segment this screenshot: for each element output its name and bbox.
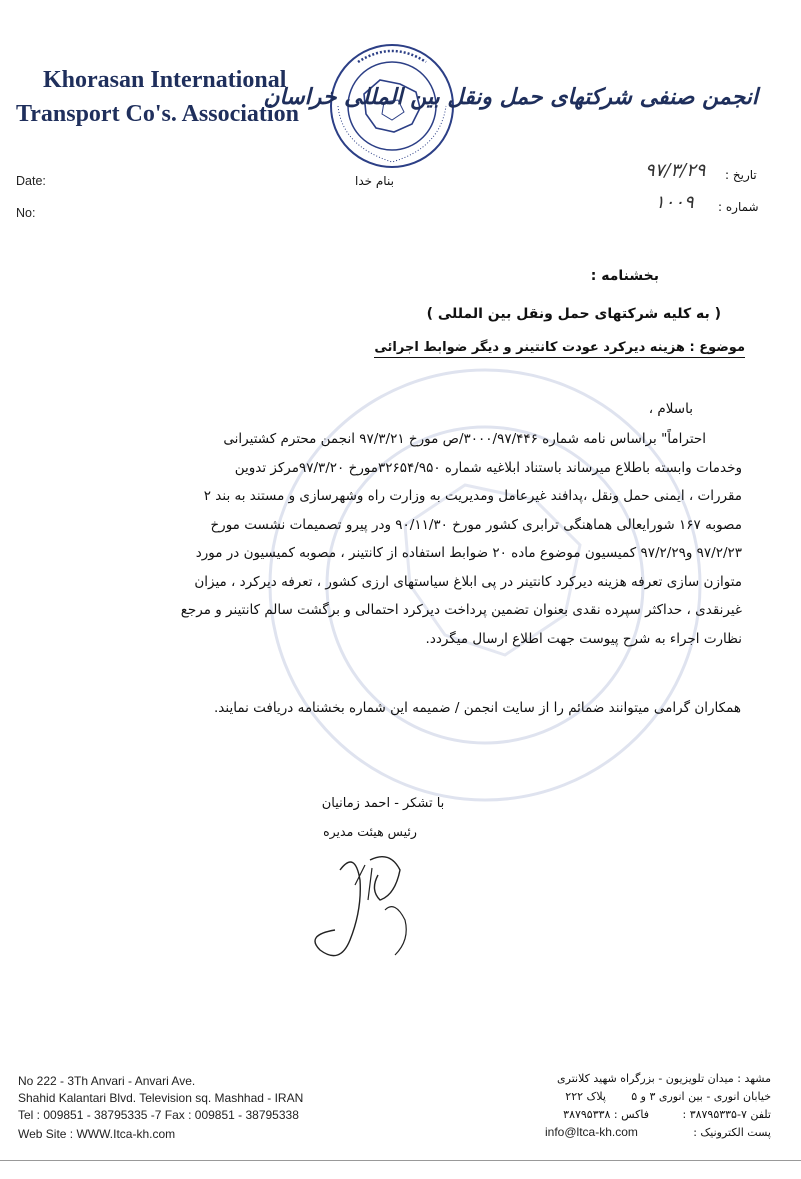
body-line: وخدمات وابسته باطلاع میرساند باستناد ابلاغیه شماره ۳۲۶۵۴/۹۵۰مورخ ۹۷/۳/۲۰مرکز تدوین [234, 459, 742, 476]
footer-fa-address2: خیابان انوری - بین انوری ۳ و ۵ [631, 1090, 771, 1103]
closing-line: همکاران گرامی میتوانند ضمائم را از سایت انجمن / ضمیمه این شماره بخشنامه دریافت نمایند. [214, 700, 741, 716]
greeting: باسلام ، [648, 401, 693, 417]
handwritten-signature [300, 840, 440, 970]
subject-line: موضوع : هزینه دیرکرد عودت کانتینر و دیگر ضوابط اجرائی [374, 340, 745, 358]
body-line: مصوبه ۱۶۷ شورایعالی هماهنگی ترابری کشور مورخ ۹۰/۱۱/۳۰ ودر پیرو تصمیمات نشست مورخ [210, 516, 742, 533]
date-label-en: Date: [16, 174, 46, 188]
signoff-line: با تشکر - احمد زمانیان [321, 796, 445, 811]
footer-email: info@ltca-kh.com [545, 1125, 638, 1139]
footer-fa-plate: پلاک ۲۲۲ [565, 1090, 606, 1103]
body-line: احتراماً" براساس نامه شماره ۳۰۰۰/۹۷/۴۴۶/ص مورخ ۹۷/۳/۲۱ انجمن محترم کشتیرانی [223, 431, 706, 447]
body-line: مقررات ، ایمنی حمل ونقل ،پدافند غیرعامل ومدیریت به وزارت راه وشهرسازی و مستند به بند ۲ [203, 488, 742, 504]
footer-phone-fax: Tel : 009851 - 38795335 -7 Fax : 009851 - 38795338 [18, 1108, 299, 1122]
number-value: ۱۰۰۹ [655, 192, 694, 213]
signer-title: رئیس هیئت مدیره [323, 824, 417, 839]
bismillah: بنام خدا [355, 174, 394, 188]
number-label-fa: شماره : [718, 200, 759, 214]
circular-label: بخشنامه : [590, 268, 659, 284]
recipient-line: ( به کلیه شرکتهای حمل ونقل بین المللی ) [426, 306, 721, 322]
footer-fa-email-label: پست الکترونیک : [693, 1126, 771, 1139]
footer-website: Web Site : WWW.Itca-kh.com [18, 1127, 176, 1141]
footer-fa-address1: مشهد : میدان تلویزیون - بزرگراه شهید کلانتری [557, 1072, 771, 1085]
date-value: ۹۷/۳/۲۹ [645, 160, 706, 181]
body-line: نظارت اجراء به شرح پیوست جهت اطلاع ارسال میگردد. [425, 630, 742, 647]
association-name-en-line2: Transport Co's. Association [16, 101, 299, 127]
body-line: متوازن سازی تعرفه هزینه دیرکرد کانتینر در پی ابلاغ سیاستهای ارزی کشور ، تعرفه دیرکرد ، میزان [194, 573, 742, 590]
association-name-en-line1: Khorasan International [43, 67, 287, 93]
body-line: غیرنقدی ، حداکثر سپرده نقدی بعنوان تضمین پرداخت دیرکرد احتمالی و برگشت سالم کانتینر و مرجع [180, 602, 742, 618]
date-label-fa: تاریخ : [725, 168, 757, 182]
number-label-en: No: [16, 206, 36, 220]
footer-address-line1: No 222 - 3Th Anvari - Anvari Ave. [18, 1074, 196, 1088]
footer-fa-fax: فاکس : ۳۸۷۹۵۳۳۸ [563, 1108, 649, 1121]
footer-address-line2: Shahid Kalantari Blvd. Television sq. Mashhad - IRAN [18, 1091, 304, 1105]
association-name-fa: انجمن صنفی شرکتهای حمل ونقل بین المللی خراسان [263, 84, 758, 110]
letter-body [30, 425, 742, 653]
footer-fa-tel: تلفن ۷-۳۸۷۹۵۳۳۵ : [682, 1108, 771, 1121]
body-line: ۹۷/۲/۲۳ و۹۷/۲/۲۹ کمیسیون موضوع ماده ۲۰ ضوابط استفاده از کانتینر ، مصوبه کمیسیون در مورد [195, 545, 742, 561]
page-edge [0, 1160, 801, 1161]
